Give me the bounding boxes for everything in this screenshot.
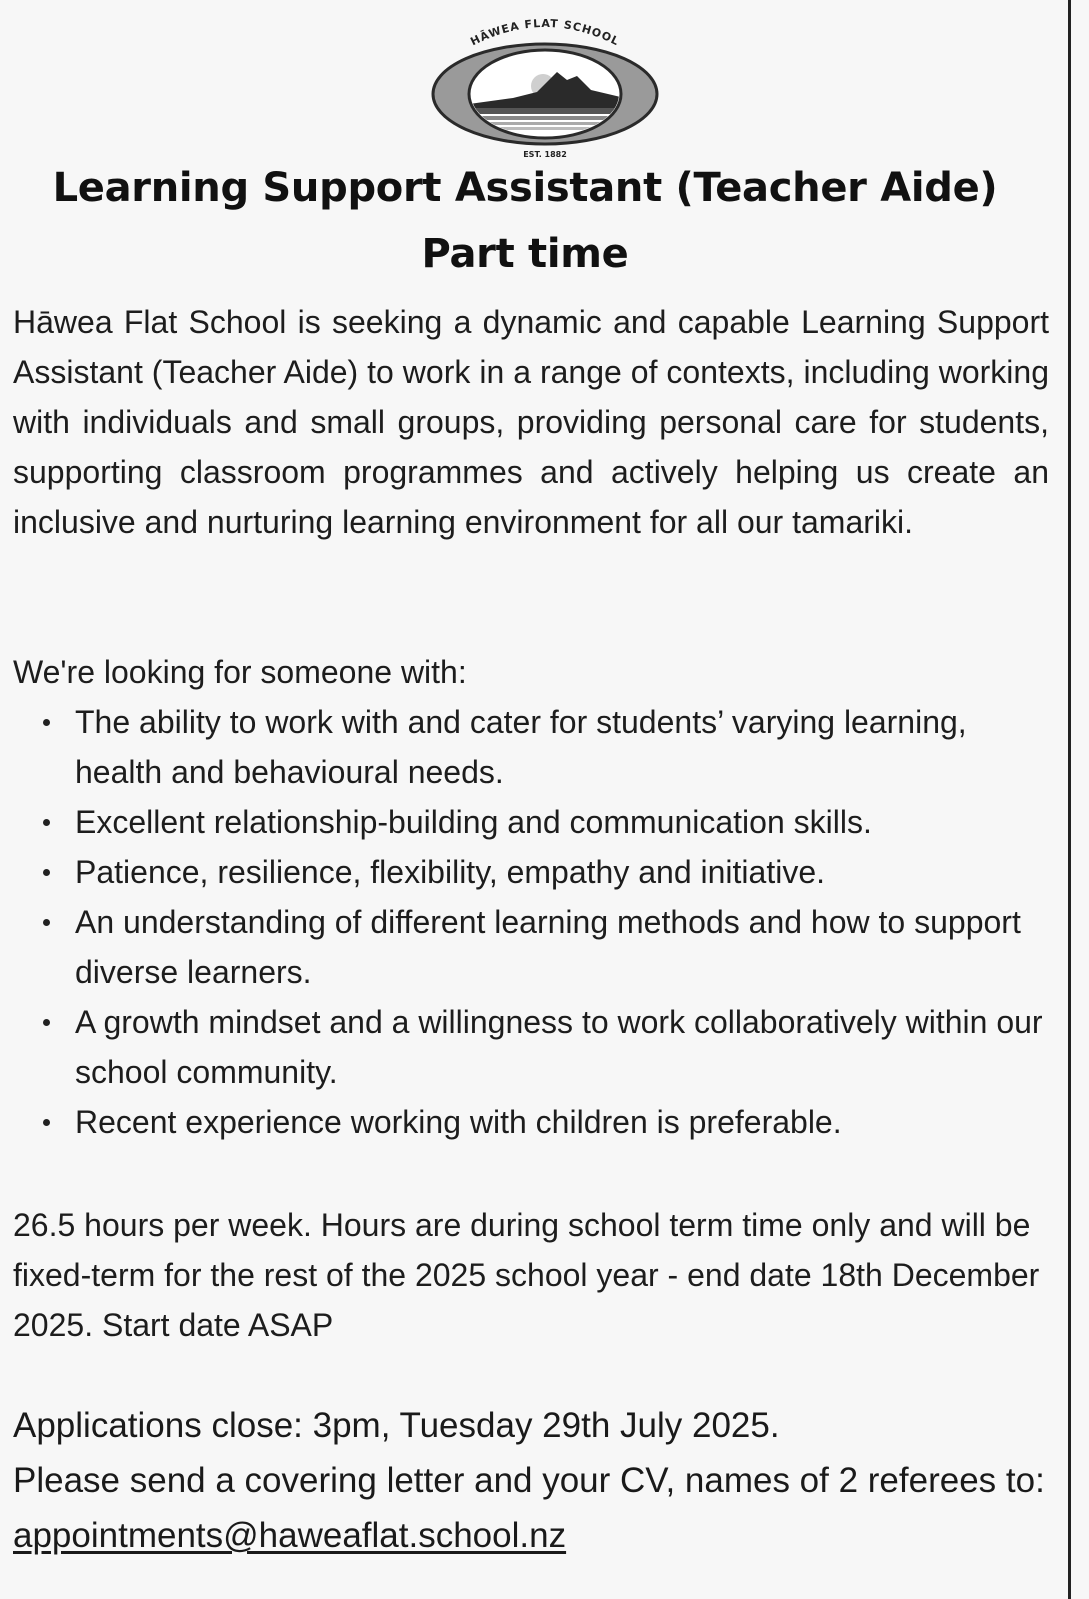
intro-paragraph: Hāwea Flat School is seeking a dynamic and capable Learning Support Assistant (Teacher Aide) to work in a range of contexts, including working with individuals and small groups, providing personal care for students, supporting classroom programmes and actively helping us create an inclusive and nurturing learning environment for all our tamariki. — [13, 304, 1049, 540]
bullet-icon — [43, 869, 50, 876]
job-title: Learning Support Assistant (Teacher Aide) — [52, 165, 998, 211]
list-item — [13, 797, 1053, 847]
list-item — [13, 847, 1053, 897]
applications-send-text: Please send a covering letter and your CV, names of 2 referees to: — [13, 1461, 1045, 1500]
logo-arc-text: HĀWEA FLAT SCHOOL — [468, 16, 622, 49]
requirements-lead: We're looking for someone with: — [13, 654, 467, 690]
job-subtitle: Part time — [421, 231, 629, 277]
hours-paragraph: 26.5 hours per week. Hours are during school term time only and will be fixed-term for the rest of the 2025 school year - end date 18th December 2025. Start date ASAP — [13, 1207, 1040, 1343]
list-item-text: An understanding of different learning methods and how to support diverse learners. — [75, 904, 1021, 990]
list-item-text: The ability to work with and cater for students’ varying learning, health and behavioural needs. — [75, 704, 967, 790]
applications-block — [13, 1398, 1053, 1563]
school-logo — [425, 6, 665, 164]
bullet-icon — [43, 919, 50, 926]
list-item-text: Excellent relationship-building and communication skills. — [75, 804, 872, 840]
list-item — [13, 997, 1053, 1097]
page-border-rule — [1068, 0, 1071, 1599]
logo-est-text: EST. 1882 — [523, 150, 567, 159]
email-link[interactable]: appointments@haweaflat.school.nz — [13, 1516, 567, 1555]
list-item — [13, 897, 1053, 997]
bullet-icon — [43, 1119, 50, 1126]
list-item — [13, 1097, 1053, 1147]
list-item-text: Patience, resilience, flexibility, empathy and initiative. — [75, 854, 825, 890]
requirements-list — [13, 697, 1053, 1147]
list-item — [13, 697, 1053, 797]
bullet-icon — [43, 819, 50, 826]
applications-close-text: Applications close: 3pm, Tuesday 29th July 2025. — [13, 1406, 780, 1445]
bullet-icon — [43, 719, 50, 726]
bullet-icon — [43, 1019, 50, 1026]
list-item-text: Recent experience working with children is preferable. — [75, 1104, 842, 1140]
list-item-text: A growth mindset and a willingness to work collaboratively within our school community. — [75, 1004, 1043, 1090]
